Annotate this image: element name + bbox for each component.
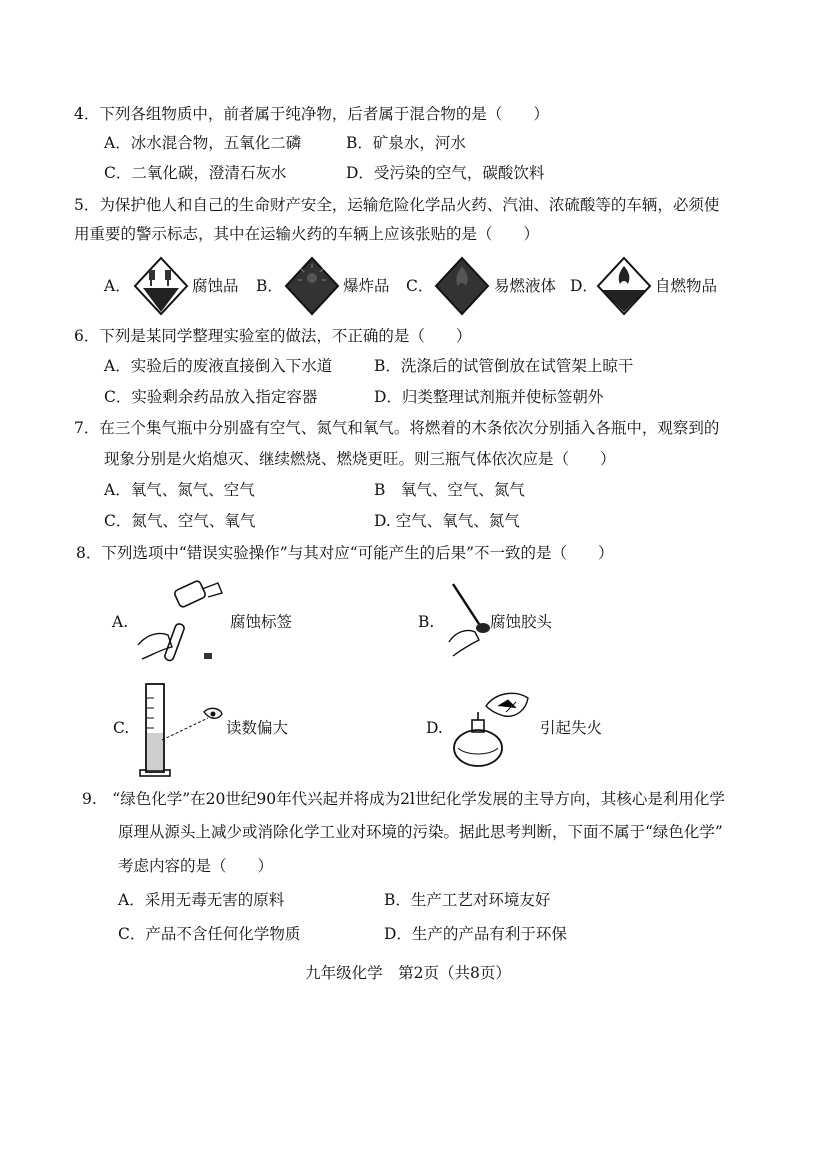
flammable-liquid-sign-icon bbox=[434, 256, 490, 316]
q9-stem-line2: 原理从源头上减少或消除化学工业对环境的污染。据此思考判断，下面不属于“绿色化学” bbox=[118, 823, 723, 841]
q8-option-d-letter: D. bbox=[426, 719, 443, 737]
dropper-hand-icon bbox=[445, 580, 495, 660]
q5-option-c-label: 易燃液体 bbox=[494, 277, 557, 295]
q5-option-a-letter: A． bbox=[104, 277, 131, 295]
q8-stem: 8．下列选项中“错误实验操作”与其对应“可能产生的后果”不一致的是（ ） bbox=[76, 544, 614, 562]
q5-option-b-letter: B． bbox=[256, 277, 283, 295]
q5-option-d-letter: D． bbox=[570, 277, 598, 295]
q9-option-c: C．产品不含任何化学物质 bbox=[118, 925, 301, 943]
q6-stem: 6．下列是某同学整理实验室的做法，不正确的是（ ） bbox=[74, 327, 472, 345]
q9-stem-line1: 9. “绿色化学”在20世纪90年代兴起并将成为2l世纪化学发展的主导方向，其核心是利用化学 bbox=[82, 790, 725, 808]
alcohol-lamp-lighting-icon bbox=[446, 686, 536, 772]
q8-option-a-letter: A. bbox=[112, 613, 129, 631]
q8-option-c-letter: C. bbox=[113, 719, 130, 737]
graduated-cylinder-reading-icon bbox=[138, 678, 228, 778]
page-footer: 九年级化学 第2页（共8页） bbox=[305, 964, 511, 982]
q4-option-a: A．冰水混合物，五氧化二磷 bbox=[104, 134, 302, 152]
q9-option-a: A．采用无毒无害的原料 bbox=[118, 891, 285, 909]
q7-option-c: C．氮气、空气、氧气 bbox=[104, 512, 256, 530]
q4-option-c: C．二氧化碳，澄清石灰水 bbox=[104, 164, 287, 182]
q6-option-b: B．洗涤后的试管倒放在试管架上晾干 bbox=[374, 357, 634, 375]
corrosive-sign-icon bbox=[133, 256, 189, 316]
q7-option-a: A．氧气、氮气、空气 bbox=[104, 481, 255, 499]
explosive-sign-icon bbox=[284, 256, 340, 316]
q8-option-c-label: 读数偏大 bbox=[226, 719, 289, 737]
q4-option-b: B．矿泉水，河水 bbox=[346, 134, 466, 152]
q6-option-c: C．实验剩余药品放入指定容器 bbox=[104, 388, 318, 406]
q7-option-b: B 氧气、空气、氮气 bbox=[374, 481, 525, 499]
q6-option-d: D．归类整理试剂瓶并使标签朝外 bbox=[374, 388, 604, 406]
q6-option-a: A．实验后的废液直接倒入下水道 bbox=[104, 357, 333, 375]
q5-stem-line2: 用重要的警示标志，其中在运输火药的车辆上应该张贴的是（ ） bbox=[74, 225, 540, 243]
q5-option-a-label: 腐蚀品 bbox=[192, 277, 239, 295]
q5-option-c-letter: C． bbox=[406, 277, 434, 295]
q9-stem-line3: 考虑内容的是（ ） bbox=[118, 857, 274, 875]
q9-option-b: B．生产工艺对环境友好 bbox=[384, 891, 551, 909]
q7-option-d: D. 空气、氧气、氮气 bbox=[374, 512, 520, 530]
q9-option-d: D．生产的产品有利于环保 bbox=[384, 925, 567, 943]
q7-stem-line1: 7．在三个集气瓶中分别盛有空气、氮气和氧气。将燃着的木条依次分别插入各瓶中，观察到的 bbox=[74, 419, 720, 437]
q5-stem-line1: 5．为保护他人和自己的生命财产安全，运输危险化学品火药、汽油、浓硫酸等的车辆，必须使 bbox=[74, 196, 720, 214]
spontaneous-combustion-sign-icon bbox=[596, 256, 652, 316]
q5-option-b-label: 爆炸品 bbox=[343, 277, 390, 295]
q8-option-a-label: 腐蚀标签 bbox=[230, 613, 293, 631]
q8-option-b-label: 腐蚀胶头 bbox=[490, 613, 553, 631]
pouring-reagent-hand-icon bbox=[132, 575, 227, 670]
q4-stem: 4．下列各组物质中，前者属于纯净物，后者属于混合物的是（ ） bbox=[74, 105, 549, 123]
q7-stem-line2: 现象分别是火焰熄灭、继续燃烧、燃烧更旺。则三瓶气体依次应是（ ） bbox=[104, 450, 616, 468]
q8-option-d-label: 引起失火 bbox=[540, 719, 603, 737]
q4-option-d: D．受污染的空气，碳酸饮料 bbox=[346, 164, 545, 182]
q5-option-d-label: 自燃物品 bbox=[655, 277, 718, 295]
q8-option-b-letter: B. bbox=[418, 613, 435, 631]
